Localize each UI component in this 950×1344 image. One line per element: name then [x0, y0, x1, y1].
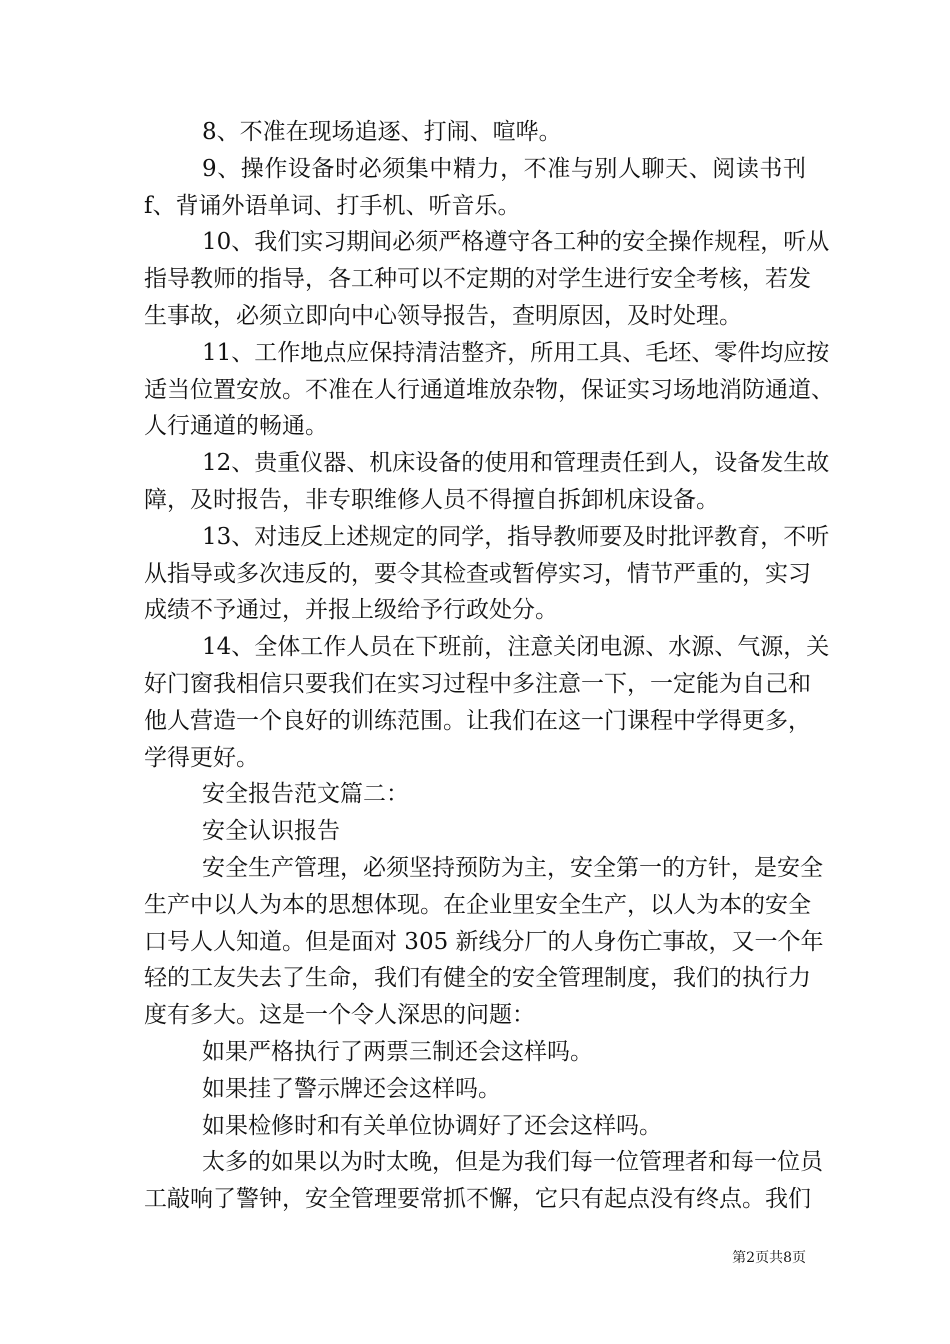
text-line: 如果检修时和有关单位协调好了还会这样吗。 [202, 1112, 662, 1139]
text-line: f、背诵外语单词、打手机、听音乐。 [144, 192, 521, 219]
text-line: 生产中以人为本的思想体现。在企业里安全生产，以人为本的安全 [144, 891, 811, 918]
paragraph [144, 445, 830, 519]
text-line: 安全报告范文篇二： [202, 781, 409, 808]
paragraph [144, 335, 834, 445]
paragraph [144, 813, 806, 850]
text-line: 太多的如果以为时太晚，但是为我们每一位管理者和每一位员 [202, 1149, 823, 1176]
text-line: 人行通道的畅通。 [144, 413, 328, 440]
paragraph [144, 1108, 806, 1145]
paragraph [144, 519, 830, 629]
text-line: 他人营造一个良好的训练范围。让我们在这一门课程中学得更多， [144, 707, 811, 734]
paragraph [144, 776, 806, 813]
text-line: 好门窗我相信只要我们在实习过程中多注意一下，一定能为自己和 [144, 670, 811, 697]
text-line: 11、工作地点应保持清洁整齐，所用工具、毛坯、零件均应按 [202, 339, 830, 366]
text-line: 从指导或多次违反的，要令其检查或暂停实习，情节严重的，实习 [144, 560, 811, 587]
text-line: 安全认识报告 [202, 818, 340, 845]
text-line: 如果挂了警示牌还会这样吗。 [202, 1075, 501, 1102]
text-line: 适当位置安放。不准在人行通道堆放杂物，保证实习场地消防通道、 [144, 376, 834, 403]
document-body [144, 114, 834, 1218]
text-line: 度有多大。这是一个令人深思的问题： [144, 1002, 535, 1029]
paragraph [144, 1034, 806, 1071]
text-line: 障，及时报告，非专职维修人员不得擅自拆卸机床设备。 [144, 486, 719, 513]
text-line: 如果严格执行了两票三制还会这样吗。 [202, 1038, 593, 1065]
paragraph [144, 224, 830, 334]
paragraph [144, 850, 824, 1034]
text-line: 14、全体工作人员在下班前，注意关闭电源、水源、气源，关 [202, 634, 830, 661]
text-line: 13、对违反上述规定的同学，指导教师要及时批评教育，不听 [202, 523, 830, 550]
text-line: 9、操作设备时必须集中精力，不准与别人聊天、阅读书刊 [202, 155, 806, 182]
text-line: 安全生产管理，必须坚持预防为主，安全第一的方针，是安全 [202, 854, 823, 881]
text-line: 学得更好。 [144, 744, 259, 771]
text-line: 工敲响了警钟，安全管理要常抓不懈，它只有起点没有终点。我们 [144, 1186, 811, 1213]
paragraph [144, 151, 806, 225]
text-line: 口号人人知道。但是面对 305 新线分厂的人身伤亡事故，又一个年 [144, 928, 824, 955]
paragraph [144, 114, 806, 151]
paragraph [144, 1144, 823, 1218]
text-line: 轻的工友失去了生命，我们有健全的安全管理制度，我们的执行力 [144, 965, 811, 992]
text-line: 10、我们实习期间必须严格遵守各工种的安全操作规程，听从 [202, 229, 830, 256]
paragraph [144, 1071, 806, 1108]
text-line: 12、贵重仪器、机床设备的使用和管理责任到人，设备发生故 [202, 450, 830, 477]
paragraph [144, 629, 830, 776]
text-line: 生事故，必须立即向中心领导报告，查明原因，及时处理。 [144, 302, 742, 329]
page-number: 第2页共8页 [732, 1250, 806, 1266]
text-line: 成绩不予通过，并报上级给予行政处分。 [144, 597, 558, 624]
text-line: 8、不准在现场追逐、打闹、喧哗。 [202, 119, 562, 145]
text-line: 指导教师的指导，各工种可以不定期的对学生进行安全考核，若发 [144, 266, 811, 293]
